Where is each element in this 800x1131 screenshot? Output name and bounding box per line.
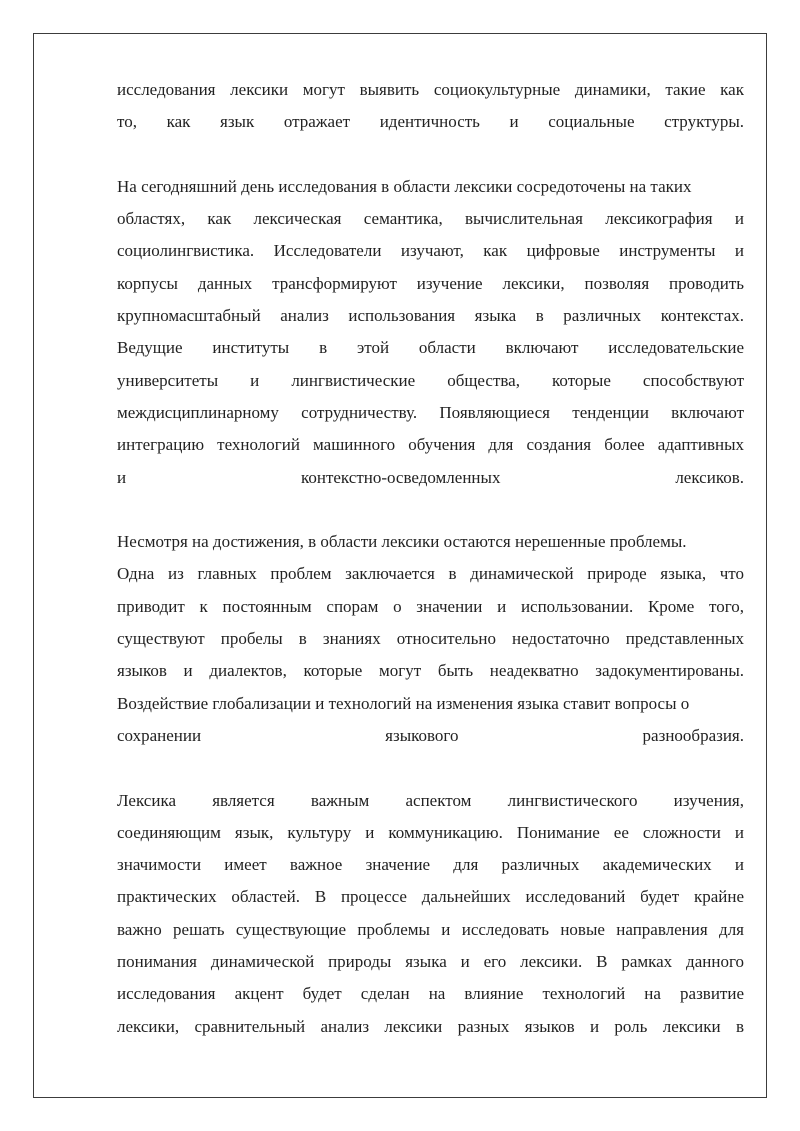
text-line: понимания динамической природы языка и его лексики. В рамках данного — [117, 952, 744, 972]
text-line: то, как язык отражает идентичность и социальные структуры. — [117, 112, 744, 132]
text-line: существуют пробелы в знаниях относительно недостаточно представленных — [117, 629, 744, 649]
text-line: Ведущие институты в этой области включают исследовательские — [117, 338, 744, 358]
text-line: корпусы данных трансформируют изучение лексики, позволяя проводить — [117, 273, 744, 293]
text-line: сохранении языкового разнообразия. — [117, 725, 744, 745]
text-line: социолингвистика. Исследователи изучают, как цифровые инструменты и — [117, 241, 744, 261]
text-line: практических областей. В процессе дальнейших исследований будет крайне — [117, 887, 744, 907]
text-line: лексики, сравнительный анализ лексики разных языков и роль лексики в — [117, 1016, 744, 1036]
paragraph-gap — [117, 494, 744, 526]
document-page — [33, 33, 767, 1098]
text-line: исследования акцент будет сделан на влияние технологий на развитие — [117, 984, 744, 1004]
text-line: исследования лексики могут выявить социокультурные динамики, такие как — [117, 80, 744, 99]
text-line: Воздействие глобализации и технологий на изменения языка ставит вопросы о — [117, 693, 690, 713]
paragraph-1 — [117, 74, 744, 139]
text-line: На сегодняшний день исследования в области лексики сосредоточены на таких — [117, 176, 692, 196]
paragraph-3 — [117, 526, 744, 752]
text-line: важно решать существующие проблемы и исследовать новые направления для — [117, 919, 744, 939]
text-line: Несмотря на достижения, в области лексики остаются нерешенные проблемы. — [117, 532, 687, 552]
text-line: приводит к постоянным спорам о значении и использовании. Кроме того, — [117, 596, 744, 616]
text-line: областях, как лексическая семантика, вычислительная лексикография и — [117, 209, 744, 229]
text-line: интеграцию технологий машинного обучения для создания более адаптивных — [117, 435, 744, 455]
paragraph-gap — [117, 752, 744, 784]
text-line: университеты и лингвистические общества, которые способствуют — [117, 370, 744, 390]
text-line: значимости имеет важное значение для различных академических и — [117, 855, 744, 875]
text-line: крупномасштабный анализ использования языка в различных контекстах. — [117, 306, 744, 326]
text-body — [117, 74, 744, 1043]
text-line: языков и диалектов, которые могут быть неадекватно задокументированы. — [117, 661, 744, 681]
text-line: Лексика является важным аспектом лингвистического изучения, — [117, 790, 744, 810]
paragraph-4 — [117, 785, 744, 1043]
text-line: и контекстно-осведомленных лексиков. — [117, 467, 744, 487]
paragraph-gap — [117, 139, 744, 171]
text-line: соединяющим язык, культуру и коммуникацию. Понимание ее сложности и — [117, 822, 744, 842]
paragraph-2 — [117, 171, 744, 494]
text-line: Одна из главных проблем заключается в динамической природе языка, что — [117, 564, 744, 584]
text-line: междисциплинарному сотрудничеству. Появляющиеся тенденции включают — [117, 402, 744, 422]
